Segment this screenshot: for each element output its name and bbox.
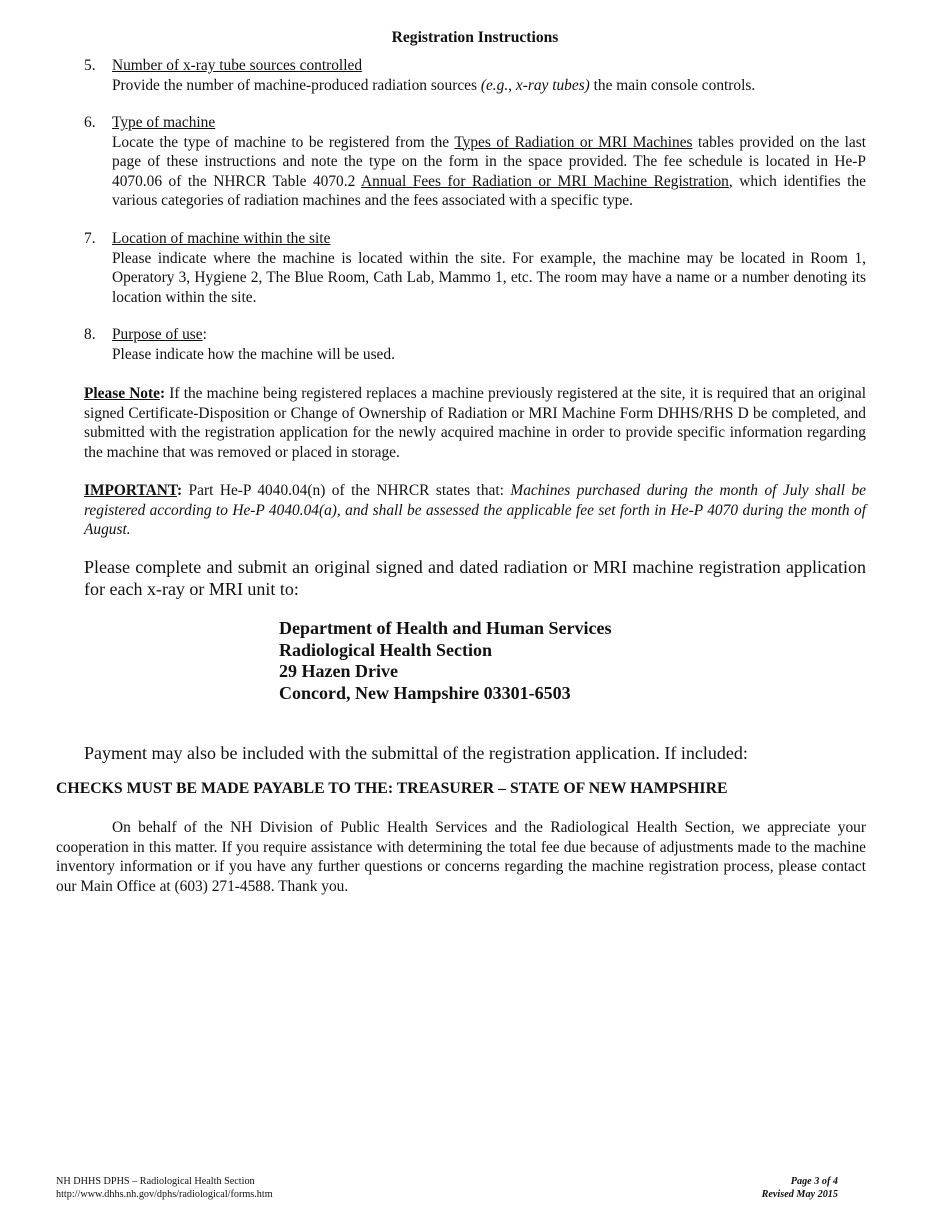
item-heading: Purpose of use: (112, 326, 207, 343)
item-heading: Type of machine (112, 114, 216, 131)
payment-note: Payment may also be included with the submittal of the registration application. If included: (84, 743, 748, 763)
important-label: IMPORTANT (84, 482, 177, 499)
address-line: Department of Health and Human Services (279, 618, 612, 638)
footer-url: http://www.dhhs.nh.gov/dphs/radiological/forms.htm (56, 1188, 273, 1200)
item-text: Please indicate how the machine will be used. (112, 345, 395, 363)
closing-paragraph: On behalf of the NH Division of Public Health Services and the Radiological Health Section, we appreciate your cooperation in this matter. If you require assistance with determining the total fee due because of adjustments made to the machine inventory information or if you have any further questions or concerns regarding the machine registration process, please contact our Main Office at (603) 271-4588. Thank you. (56, 819, 866, 895)
page-number: Page 3 of 4 (790, 1176, 838, 1187)
item-number: 5. (84, 57, 96, 74)
fees-table-reference: Annual Fees for Radiation or MRI Machine Registration (360, 172, 729, 190)
types-table-reference: Types of Radiation or MRI Machines (454, 133, 693, 151)
item-5 (112, 56, 866, 95)
address-line: Radiological Health Section (279, 639, 492, 660)
item-heading: Number of x-ray tube sources controlled (112, 57, 363, 74)
page-title: Registration Instructions (391, 29, 559, 46)
please-note-label: Please Note (84, 385, 160, 402)
item-number: 8. (84, 326, 96, 343)
item-8 (112, 325, 866, 364)
submit-instructions: Please complete and submit an original signed and dated radiation or MRI machine registration application for each x-ray or MRI unit to: (84, 557, 866, 599)
please-note-paragraph: Please Note: If the machine being registered replaces a machine previously registered at the site, it is required that an original signed Certificate-Disposition or Change of Ownership of Radiation or MRI Machine Form DHHS/RHS D be completed, and submitted with the registration application for the newly acquired machine in order to provide specific information regarding the machine that was removed or placed in storage. (84, 385, 866, 461)
checks-payable-notice: CHECKS MUST BE MADE PAYABLE TO THE: TREASURER – STATE OF NEW HAMPSHIRE (56, 780, 728, 797)
address-line: Concord, New Hampshire 03301-6503 (279, 682, 571, 703)
mailing-address (279, 618, 611, 704)
item-text: Locate the type of machine to be registered from the Types of Radiation or MRI Machines tables provided on the last page of these instructions and note the type on the form in the space provided. The fee schedule is located in He-P 4070.06 of the NHRCR Table 4070.2 Annual Fees for Radiation or MRI Machine Registration, which identifies the various categories of radiation machines and the fees associated with a specific type. (112, 133, 866, 210)
item-text: Provide the number of machine-produced radiation sources (e.g., x-ray tubes) the main console controls. (112, 76, 756, 94)
item-heading: Location of machine within the site (112, 230, 331, 247)
item-7 (112, 229, 866, 307)
item-number: 6. (84, 114, 96, 131)
revision-date: Revised May 2015 (761, 1188, 838, 1200)
important-paragraph: IMPORTANT: Part He-P 4040.04(n) of the NHRCR states that: Machines purchased during the month of July shall be registered according to He-P 4040.04(a), and shall be assessed the applicable fee set forth in He-P 4070 during the month of August. (84, 482, 866, 539)
item-6 (112, 113, 866, 211)
footer-organization: NH DHHS DPHS – Radiological Health Section (56, 1176, 255, 1187)
footer-right (700, 1176, 838, 1201)
item-text: Please indicate where the machine is located within the site. For example, the machine may be located in Room 1, Operatory 3, Hygiene 2, The Blue Room, Cath Lab, Mammo 1, etc. The room may have a name or a number denoting its location within the site. (112, 249, 866, 306)
item-number: 7. (84, 230, 96, 247)
footer-left (56, 1176, 273, 1201)
address-line: 29 Hazen Drive (279, 661, 398, 681)
